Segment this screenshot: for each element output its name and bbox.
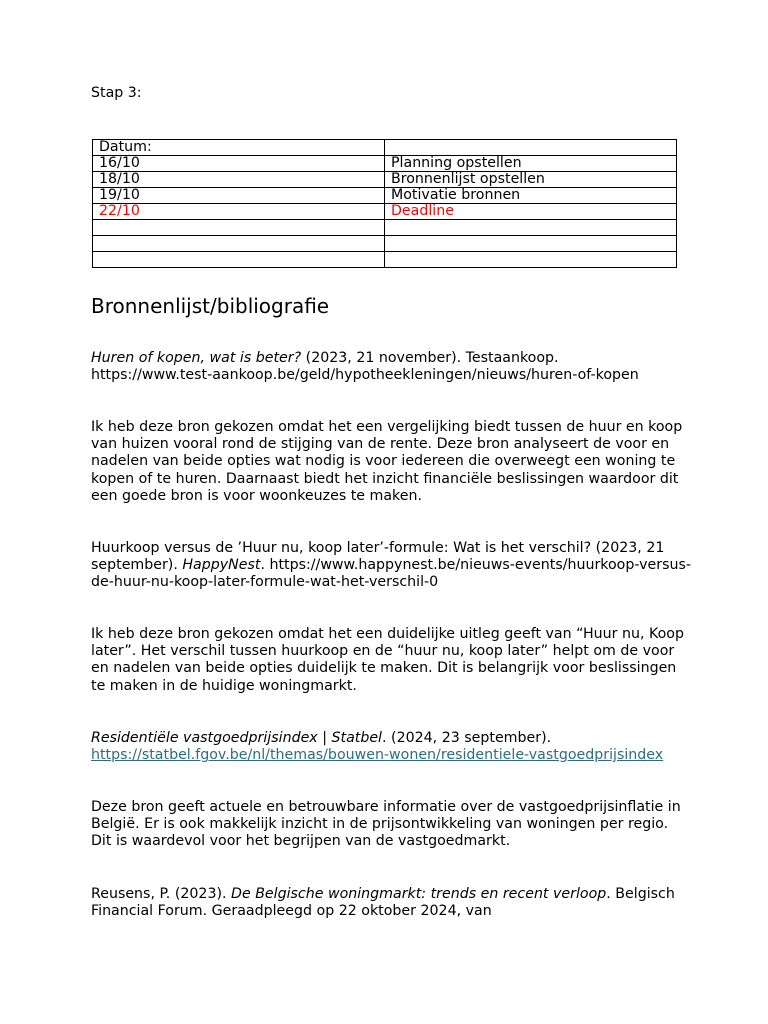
table-cell-date	[93, 220, 385, 236]
source-motivation: Ik heb deze bron gekozen omdat het een vergelijking biedt tussen de huur en koop van huizen vooral rond de stijging van de rente. Deze bron analyseert de voor en nadelen van beide opties wat nodig is voor iedereen die overweegt een woning te kopen of te huren. Daarnaast biedt het inzicht financiële beslissingen waardoor dit een goede bron is voor woonkeuzes te maken.	[91, 419, 683, 504]
source-citation	[91, 730, 691, 764]
source-citation	[91, 886, 691, 920]
citation-details: . Belgisch Financial Forum. Geraadpleegd op 22 oktober 2024, van	[91, 886, 675, 920]
step-label: Stap 3:	[91, 85, 142, 101]
table-header-date: Datum:	[93, 140, 385, 156]
table-row	[93, 172, 677, 188]
citation-details: . (2024, 23 september).	[382, 730, 552, 746]
source-citation	[91, 350, 691, 384]
table-header-row	[93, 140, 677, 156]
table-cell-task: Motivatie bronnen	[385, 188, 677, 204]
source-citation	[91, 540, 691, 592]
table-cell-date: 19/10	[93, 188, 385, 204]
source-motivation: Ik heb deze bron gekozen omdat het een duidelijke uitleg geeft van “Huur nu, Koop later”. Het verschil tussen huurkoop en de “huur nu, koop later” helpt om de voor en nadelen van beide opties duidelijk te maken. Dit is belangrijk voor beslissingen te maken in de huidige woningmarkt.	[91, 626, 684, 694]
citation-title: Residentiële vastgoedprijsindex | Statbel	[91, 730, 383, 746]
citation-title: De Belgische woningmarkt: trends en recent verloop	[231, 886, 607, 902]
table-cell-date: 18/10	[93, 172, 385, 188]
table-cell-task: Bronnenlijst opstellen	[385, 172, 677, 188]
table-cell-task: Deadline	[385, 204, 677, 220]
table-header-task	[385, 140, 677, 156]
citation-url: . https://www.happynest.be/nieuws-events/huurkoop-versus-de-huur-nu-koop-later-formule-wat-het-verschil-0	[91, 557, 691, 591]
table-row	[93, 156, 677, 172]
table-row-deadline	[93, 204, 677, 220]
table-cell-date	[93, 236, 385, 252]
citation-details: (2023, 21 november). Testaankoop.	[301, 350, 559, 366]
table-row	[93, 188, 677, 204]
citation-title: Huren of kopen, wat is beter?	[91, 350, 302, 366]
table-cell-task	[385, 252, 677, 268]
planning-table	[92, 139, 677, 268]
table-cell-task: Planning opstellen	[385, 156, 677, 172]
table-cell-date: 22/10	[93, 204, 385, 220]
citation-link[interactable]: https://statbel.fgov.be/nl/themas/bouwen-wonen/residentiele-vastgoedprijsindex	[91, 747, 664, 764]
source-motivation: Deze bron geeft actuele en betrouwbare informatie over de vastgoedprijsinflatie in België. Er is ook makkelijk inzicht in de prijsontwikkeling van woningen per regio. Dit is waardevol voor het begrijpen van de vastgoedmarkt.	[91, 799, 681, 850]
citation-author: Reusens, P. (2023).	[91, 886, 232, 902]
citation-url: https://www.test-aankoop.be/geld/hypotheekleningen/nieuws/huren-of-kopen	[91, 367, 639, 384]
table-cell-date: 16/10	[93, 156, 385, 172]
table-row	[93, 236, 677, 252]
table-cell-date	[93, 252, 385, 268]
table-cell-task	[385, 220, 677, 236]
table-row	[93, 220, 677, 236]
table-row	[93, 252, 677, 268]
citation-site: HappyNest	[182, 557, 261, 574]
table-cell-task	[385, 236, 677, 252]
section-heading: Bronnenlijst/bibliografie	[91, 294, 330, 318]
citation-title: Huurkoop versus de ’Huur nu, koop later’-formule: Wat is het verschil? (2023, 21 september).	[91, 540, 665, 574]
